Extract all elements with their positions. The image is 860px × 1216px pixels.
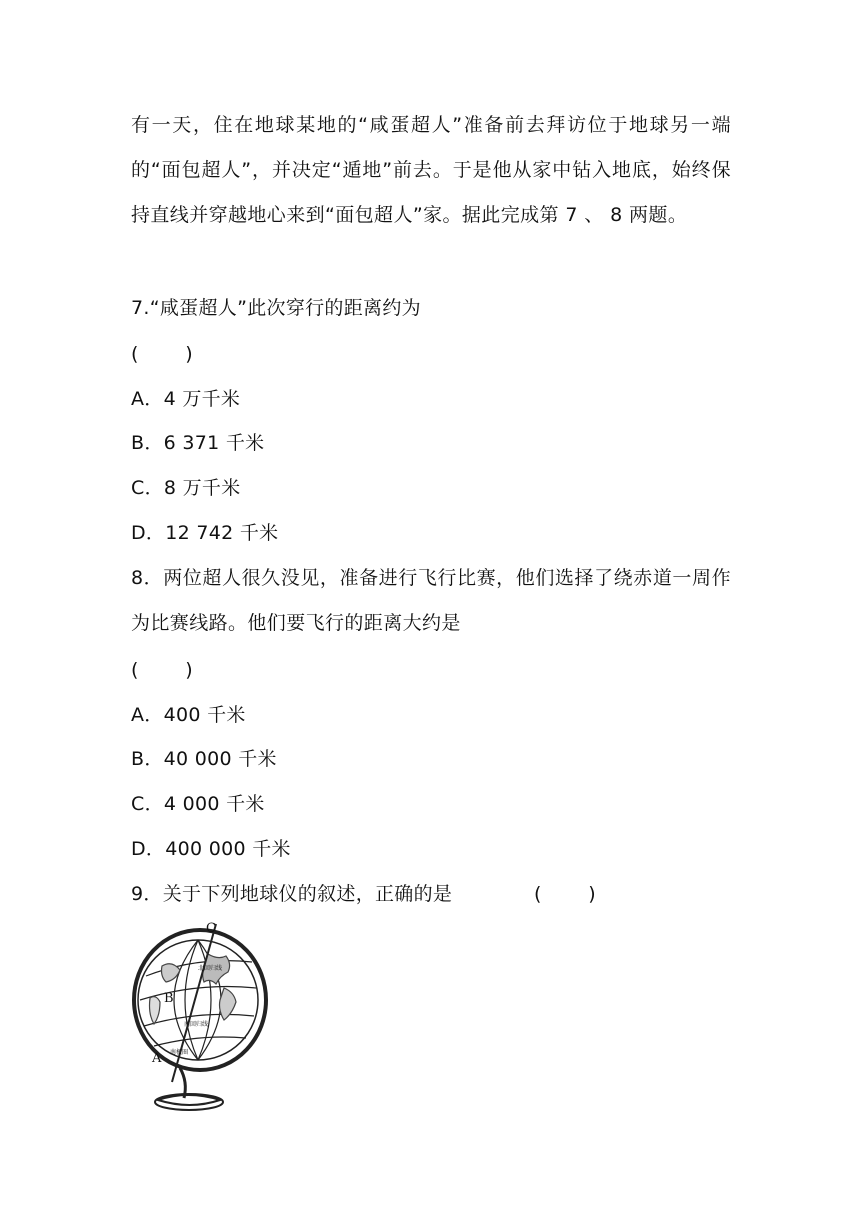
question-8-option-b: B．40 000 千米	[131, 748, 277, 770]
question-7-option-b: B．6 371 千米	[131, 432, 265, 454]
question-9-stem: 9．关于下列地球仪的叙述，正确的是	[131, 883, 453, 905]
paren-open: (	[131, 343, 139, 365]
globe-label-b: B	[164, 991, 174, 1006]
paren-close: )	[185, 659, 193, 681]
globe-line-label-1: 北回归线	[198, 965, 223, 972]
question-7-option-a: A．4 万千米	[131, 388, 241, 410]
question-8-option-d: D．400 000 千米	[131, 838, 291, 860]
question-7-option-c: C．8 万千米	[131, 477, 241, 499]
globe-label-a: A	[152, 1051, 162, 1066]
paren-close: )	[588, 883, 596, 905]
globe-label-c: C	[206, 921, 216, 936]
question-7-stem: 7.“咸蛋超人”此次穿行的距离约为	[131, 297, 421, 319]
globe-figure	[128, 918, 274, 1114]
question-7-answer-blank	[131, 343, 193, 365]
globe-line-label-3: 南极圈	[170, 1049, 189, 1056]
question-8-answer-blank	[131, 659, 193, 681]
paren-open: (	[534, 883, 542, 905]
intro-paragraph: 有一天，住在地球某地的“咸蛋超人”准备前去拜访位于地球另一端的“面包超人”，并决定“遁地”前去。于是他从家中钻入地底，始终保持直线并穿越地心来到“面包超人”家。据此完成第 7 、 8 两题。	[131, 114, 731, 226]
question-8-option-c: C．4 000 千米	[131, 793, 265, 815]
question-8-option-a: A．400 千米	[131, 704, 246, 726]
question-9-answer-blank	[534, 883, 596, 905]
question-8-stem: 8．两位超人很久没见，准备进行飞行比赛，他们选择了绕赤道一周作为比赛线路。他们要飞行的距离大约是	[131, 567, 731, 634]
globe-line-label-2: 南回归线	[184, 1021, 209, 1028]
question-7-option-d: D．12 742 千米	[131, 522, 279, 544]
globe-icon	[128, 918, 274, 1114]
paren-open: (	[131, 659, 139, 681]
paren-close: )	[185, 343, 193, 365]
